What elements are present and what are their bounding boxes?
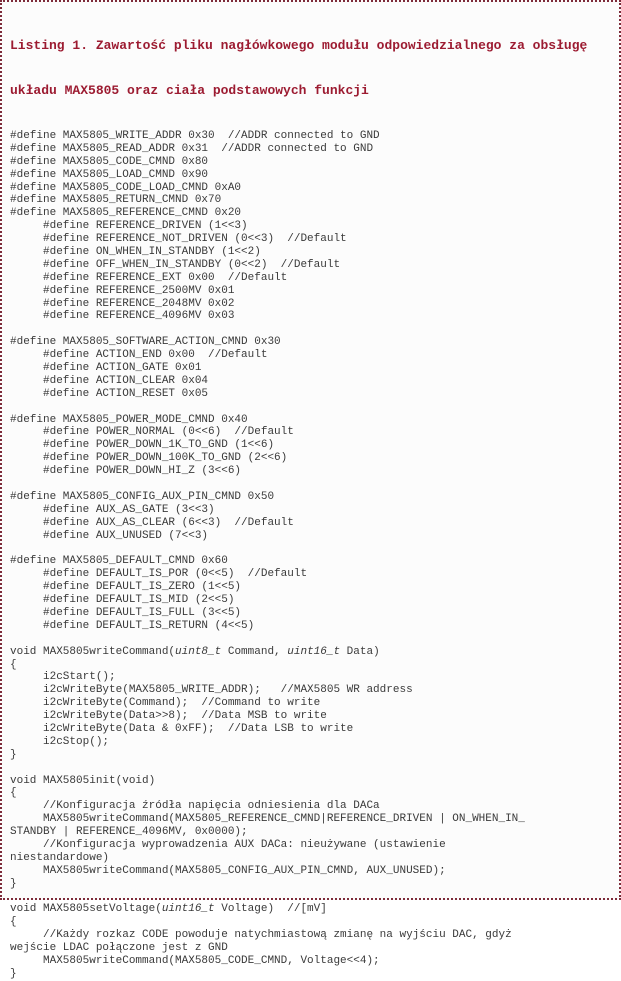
code-line: #define POWER_DOWN_100K_TO_GND (2<<6) (10, 452, 288, 465)
code-line (10, 401, 613, 414)
code-line: //Konfiguracja źródła napięcia odniesienia dla DACa (10, 800, 380, 813)
code-line: #define MAX5805_POWER_MODE_CMND 0x40 (10, 413, 248, 426)
listing-title-line-1: Listing 1. Zawartość pliku nagłówkowego modułu odpowiedzialnego za obsługę (10, 38, 588, 53)
listing-title (10, 8, 613, 128)
code-line: #define AUX_AS_CLEAR (6<<3) //Default (10, 516, 294, 529)
code-line: #define MAX5805_REFERENCE_CMND 0x20 (10, 207, 242, 220)
code-line: i2cWriteByte(Data & 0xFF); //Data LSB to write (10, 722, 354, 735)
code-line (10, 543, 613, 556)
code-line: { (10, 916, 17, 929)
code-line: } (10, 748, 17, 761)
code-listing (10, 130, 613, 981)
code-line: //Każdy rozkaz CODE powoduje natychmiastową zmianę na wyjściu DAC, gdyż (10, 929, 512, 942)
code-line: void MAX5805init(void) (10, 774, 156, 787)
code-line: #define POWER_DOWN_1K_TO_GND (1<<6) (10, 439, 275, 452)
code-line: #define MAX5805_CODE_CMND 0x80 (10, 155, 209, 168)
code-line: #define MAX5805_RETURN_CMND 0x70 (10, 194, 222, 207)
code-line: #define MAX5805_LOAD_CMND 0x90 (10, 168, 209, 181)
code-line: #define DEFAULT_IS_POR (0<<5) //Default (10, 568, 308, 581)
code-line: #define ACTION_CLEAR 0x04 (10, 374, 209, 387)
code-line: #define MAX5805_WRITE_ADDR 0x30 //ADDR connected to GND (10, 130, 380, 142)
code-line: i2cWriteByte(MAX5805_WRITE_ADDR); //MAX5805 WR address (10, 684, 413, 697)
code-line: #define MAX5805_CONFIG_AUX_PIN_CMND 0x50 (10, 490, 275, 503)
code-line: #define MAX5805_SOFTWARE_ACTION_CMND 0x30 (10, 336, 281, 349)
listing-title-line-2: układu MAX5805 oraz ciała podstawowych funkcji (10, 83, 369, 98)
code-line (10, 633, 613, 646)
code-line: } (10, 877, 17, 890)
code-line: i2cStop(); (10, 735, 110, 748)
code-line: #define ACTION_RESET 0x05 (10, 387, 209, 400)
code-line: #define AUX_UNUSED (7<<3) (10, 529, 209, 542)
code-line: #define REFERENCE_2500MV 0x01 (10, 284, 235, 297)
code-line: #define MAX5805_DEFAULT_CMND 0x60 (10, 555, 228, 568)
code-line: niestandardowe) (10, 851, 110, 864)
code-line: #define ON_WHEN_IN_STANDBY (1<<2) (10, 246, 261, 259)
code-line (10, 891, 613, 904)
code-line: #define REFERENCE_NOT_DRIVEN (0<<3) //Default (10, 233, 347, 246)
code-line: #define OFF_WHEN_IN_STANDBY (0<<2) //Default (10, 258, 341, 271)
code-line: #define DEFAULT_IS_MID (2<<5) (10, 594, 235, 607)
code-line: #define ACTION_END 0x00 //Default (10, 349, 268, 362)
code-line: #define POWER_NORMAL (0<<6) //Default (10, 426, 294, 439)
code-line (10, 762, 613, 775)
code-line: MAX5805writeCommand(MAX5805_REFERENCE_CMND|REFERENCE_DRIVEN | ON_WHEN_IN_ (10, 813, 525, 826)
code-line: #define AUX_AS_GATE (3<<3) (10, 503, 215, 516)
code-line (10, 478, 613, 491)
code-line: #define DEFAULT_IS_RETURN (4<<5) (10, 619, 255, 632)
code-line: i2cStart(); (10, 671, 116, 684)
code-line: #define MAX5805_CODE_LOAD_CMND 0xA0 (10, 181, 242, 194)
code-line: #define REFERENCE_4096MV 0x03 (10, 310, 235, 323)
code-line: #define REFERENCE_DRIVEN (1<<3) (10, 220, 248, 233)
code-line (10, 323, 613, 336)
code-line: #define ACTION_GATE 0x01 (10, 362, 202, 375)
code-line: #define DEFAULT_IS_ZERO (1<<5) (10, 581, 242, 594)
code-line: void MAX5805setVoltage(uint16_t Voltage) //[mV] (10, 903, 327, 916)
code-line: { (10, 787, 17, 800)
code-line: STANDBY | REFERENCE_4096MV, 0x0000); (10, 826, 248, 839)
code-line: } (10, 967, 17, 980)
code-line: #define POWER_DOWN_HI_Z (3<<6) (10, 465, 242, 478)
code-line: i2cWriteByte(Command); //Command to write (10, 697, 321, 710)
code-line: wejście LDAC połączone jest z GND (10, 942, 228, 955)
code-line: i2cWriteByte(Data>>8); //Data MSB to write (10, 710, 327, 723)
code-line: MAX5805writeCommand(MAX5805_CODE_CMND, Voltage<<4); (10, 955, 380, 967)
code-line: #define MAX5805_READ_ADDR 0x31 //ADDR connected to GND (10, 142, 374, 155)
code-line: #define DEFAULT_IS_FULL (3<<5) (10, 606, 242, 619)
code-line: void MAX5805writeCommand(uint8_t Command, uint16_t Data) (10, 645, 380, 658)
code-line: #define REFERENCE_EXT 0x00 //Default (10, 271, 288, 284)
code-line: #define REFERENCE_2048MV 0x02 (10, 297, 235, 310)
code-line: //Konfiguracja wyprowadzenia AUX DACa: nieużywane (ustawienie (10, 838, 446, 851)
code-line: MAX5805writeCommand(MAX5805_CONFIG_AUX_PIN_CMND, AUX_UNUSED); (10, 864, 446, 877)
code-line: { (10, 658, 17, 671)
